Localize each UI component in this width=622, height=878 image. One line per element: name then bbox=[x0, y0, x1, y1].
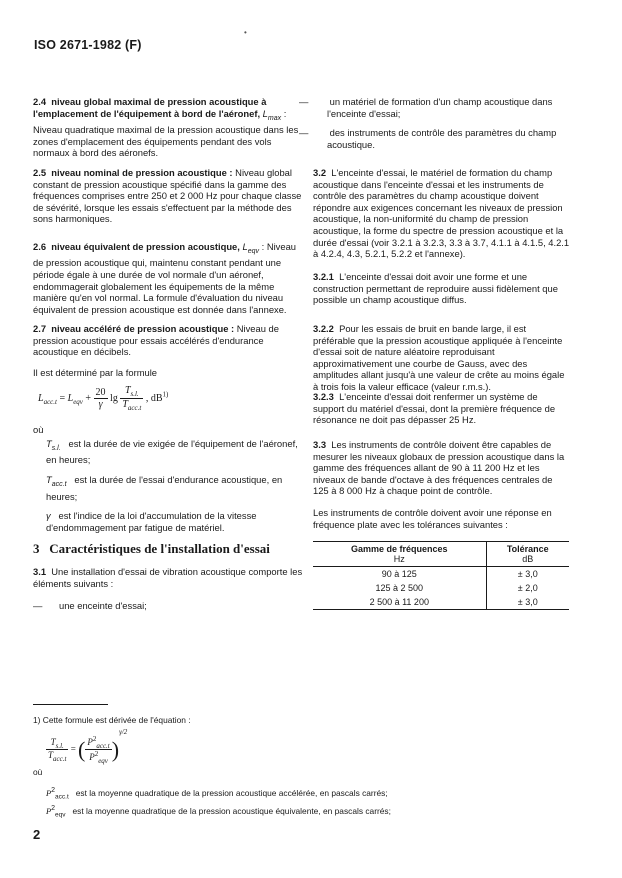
col-header-tolerance: Tolérance dB bbox=[486, 542, 569, 567]
section-number: 2.6 bbox=[33, 241, 47, 252]
section-number: 2.4 bbox=[33, 96, 47, 107]
section-2-5 bbox=[33, 167, 303, 225]
scan-mark: • bbox=[244, 28, 247, 37]
definition-list bbox=[46, 438, 304, 533]
list-item: un matériel de formation d'un champ acoustique dans l'enceinte d'essai; bbox=[327, 96, 553, 119]
table-row: 125 à 2 500 ± 2,0 bbox=[313, 581, 569, 595]
section-3-2-1: 3.2.1 L'enceinte d'essai doit avoir une forme et une construction permettant de reproduire aussi fidèlement que possible un champ acoustique diffus. bbox=[313, 271, 558, 306]
list-item: une enceinte d'essai; bbox=[59, 600, 147, 612]
section-2-7 bbox=[33, 323, 303, 358]
footnote-equation: $\frac{T_{s.l.}}{T_{acc.t}}$ = ( $\frac{P^2_{acc.t}}{P^2_{eqv}}$ )$^{\gamma/2}$ bbox=[48, 728, 128, 766]
page-number: 2 bbox=[33, 827, 41, 842]
list-continuation: — un matériel de formation d'un champ acoustique dans l'enceinte d'essai; — des instruments de contrôle des paramètres du champ acoustique. bbox=[299, 96, 557, 150]
term-title: niveau équivalent de pression acoustique, bbox=[51, 241, 240, 252]
definition-text: : Niveau de pression acoustique qui, maintenu constant pendant une période égale à une durée de vol normale d'un aéronef, endommagerait globalement les équipements de la même manière qu'en vol normal. La formule d'évaluation du niveau équivalent de pression acoustique est donnée dans l'annexe. bbox=[33, 241, 297, 315]
section-2-6 bbox=[33, 241, 303, 315]
where-label: où bbox=[33, 424, 44, 435]
definition-item: $T_{s.l.}$ est la durée de vie exigée de l'équipement de l'aéronef, en heures; bbox=[46, 438, 298, 466]
symbol: $L_{eqv}$ bbox=[242, 241, 259, 255]
formula-acc-level: $L_{acc.t} = L_{eqv}$ + $\frac{20}{\gamma}$ lg $\frac{T_{s.l.}}{T_{acc.t}}$ , $dB^{1)}$ bbox=[38, 385, 169, 412]
definition-item: γ est l'indice de la loi d'accumulation de la vitesse d'endommagement par fatigue de matériel. bbox=[46, 510, 257, 533]
definition-text: Niveau global constant de pression acoustique spécifié dans la gamme des fréquences comprises entre 250 et 2 000 Hz pour chaque classe de sévérité, lorsque les essais s'effectuent par la méthode des sons harmoniques. bbox=[33, 167, 302, 225]
footnote-def-acc: $P^2_{acc.t}$ est la moyenne quadratique de la pression acoustique accélérée, en pascals carrés; bbox=[46, 787, 388, 801]
tolerance-table bbox=[313, 541, 569, 610]
list-item: des instruments de contrôle des paramètres du champ acoustique. bbox=[327, 127, 557, 150]
footnote-intro: 1) Cette formule est dérivée de l'équation : bbox=[33, 715, 191, 725]
symbol: $L_{max}$ bbox=[262, 107, 282, 122]
term-title: niveau global maximal de pression acoustique à l'emplacement de l'équipement à bord de l'aéronef, bbox=[33, 96, 267, 119]
definition-text: : Niveau quadratique maximal de la pression acoustique dans les zones d'emplacement des équipements pendant des vols normaux à bord des aéronefs. bbox=[33, 107, 299, 159]
footnote-rule bbox=[33, 704, 108, 705]
section-3-1: 3.1 Une installation d'essai de vibration acoustique comporte les éléments suivants : — une enceinte d'essai; bbox=[33, 566, 303, 612]
section-3-2-2: 3.2.2 Pour les essais de bruit en bande large, il est préférable que la pression acoustique appliquée à l'enceinte d'essai soit de nature aléatoire reproduisant approximativement une courbe de Gauss, avec des amplitudes allant jusqu'à une valeur de crête au moins égale à trois fois la valeur efficace (valeur r.m.s.). bbox=[313, 323, 565, 392]
section-3-2-3: 3.2.3 L'enceinte d'essai doit renfermer un système de support du matériel d'essai, dont la première fréquence de résonance ne doit pas dépasser 25 Hz. bbox=[313, 391, 556, 426]
definition-item: $T_{acc.t}$ est la durée de l'essai d'endurance acoustique, en heures; bbox=[46, 474, 283, 502]
table-header-row bbox=[313, 542, 569, 567]
table-row: 90 à 125 ± 3,0 bbox=[313, 567, 569, 582]
section-3-3: 3.3 Les instruments de contrôle doivent être capables de mesurer les niveaux globaux de pression acoustique dans la gamme des fréquences allant de 90 à 11 200 Hz et les niveaux de bande d'octave à des fréquences centrales de 125 à 8 000 Hz à chaque point de contrôle. Les instruments de contrôle doivent avoir une réponse en fréquence plate avec les tolérances suivantes : bbox=[313, 439, 570, 530]
footnote-where: où bbox=[33, 767, 43, 777]
col-header-frequency: Gamme de fréquences Hz bbox=[313, 542, 486, 567]
tolerance-intro: Les instruments de contrôle doivent avoir une réponse en fréquence plate avec les tolérances suivantes : bbox=[313, 506, 552, 530]
document-code: ISO 2671-1982 (F) bbox=[34, 38, 142, 52]
section-3-heading: 3 Caractéristiques de l'installation d'essai bbox=[33, 541, 270, 556]
definition-text: Niveau de pression acoustique pour essais accélérés d'endurance acoustique en décibels. bbox=[33, 323, 279, 358]
table-row: 2 500 à 11 200 ± 3,0 bbox=[313, 595, 569, 610]
term-title: niveau accéléré de pression acoustique : bbox=[51, 323, 235, 334]
section-2-4 bbox=[33, 96, 303, 159]
section-3-2: 3.2 L'enceinte d'essai, le matériel de formation du champ acoustique dans l'enceinte d'essai et les instruments de contrôle des paramètres du champ acoustique doivent répondre aux exigences concernant les niveaux de pression acoustique, la non-uniformité du champ de pression acoustique, la forme du spectre de pression acoustique et la durée d'essai (voir 3.2.1 à 3.2.3, 3.3 à 3.7, 4.1.1 à 4.1.5, 4.2.1 à 4.2.4, 4.3, 5.2.1, 5.2.2 et l'annexe). bbox=[313, 167, 570, 260]
term-title: niveau nominal de pression acoustique : bbox=[51, 167, 233, 178]
section-number: 2.5 bbox=[33, 167, 47, 178]
section-number: 2.7 bbox=[33, 323, 47, 334]
formula-intro: Il est déterminé par la formule bbox=[33, 367, 158, 378]
footnote-def-eqv: $P^2_{eqv}$ est la moyenne quadratique de la pression acoustique équivalente, en pascals carrés; bbox=[46, 805, 391, 819]
